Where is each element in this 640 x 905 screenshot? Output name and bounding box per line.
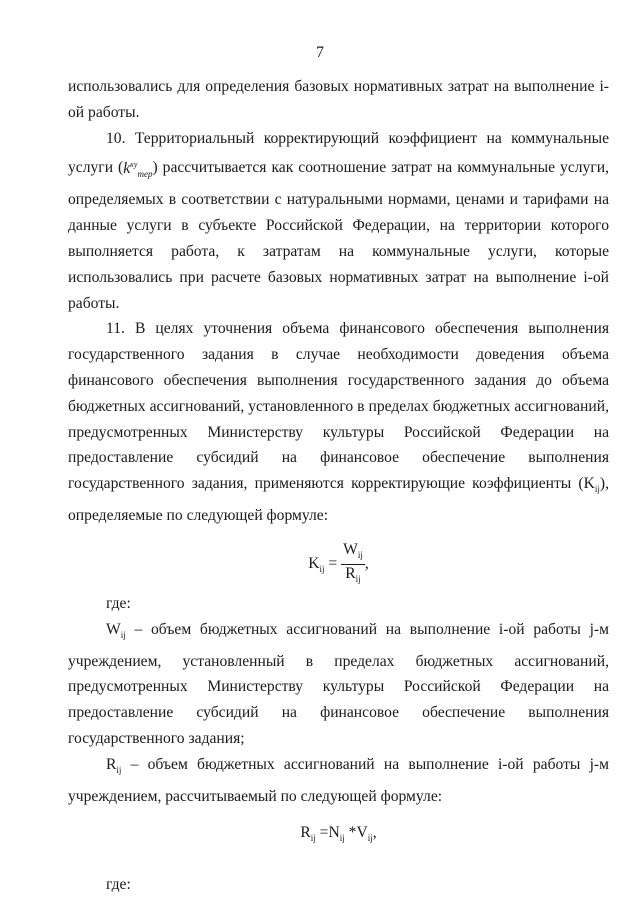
- where-label-2: где:: [106, 875, 131, 893]
- paragraph-11-text-end: ), определяемые по следующей формуле:: [68, 475, 609, 525]
- where-label-1: где:: [106, 594, 131, 612]
- paragraph-10: [68, 126, 609, 317]
- definition-wij: [68, 617, 609, 752]
- coefficient-letter: k: [123, 159, 131, 177]
- paragraph-11: [68, 316, 609, 528]
- paragraph-10-text-start: 10. Территориальный корректирующий коэффициент на коммунальные услуги (: [68, 129, 609, 177]
- formula-kij: [68, 529, 609, 587]
- formula-fraction: [341, 541, 365, 588]
- wij-symbol: W: [106, 620, 121, 638]
- rij-symbol: R: [106, 755, 117, 773]
- wij-definition-text: – объем бюджетных ассигнований на выполнение i-ой работы j-м учреждением, установленный в пределах бюджетных ассигнований, предусмотренных Министерству культуры Российской Федерации на предоставление субсидий на финансовое обеспечение выполнения государственного задания;: [68, 620, 609, 748]
- formula-lhs: $K_{ij}$: [308, 555, 325, 575]
- wij-subscript: ij: [120, 629, 126, 640]
- page-number: 7: [316, 44, 324, 61]
- fraction-denominator: $R_{ij}$: [345, 565, 361, 585]
- paragraph-10-text-end: ) рассчитывается как соотношение затрат на коммунальные услуги, определяемых в соответствии с натуральными нормами, ценами и тарифами на данные услуги в субъекте Российской Федерации, на территории которого выполняется работа, к затратам на коммунальные услуги, которые использовались при расчете базовых нормативных затрат на выполнение i-ой работы.: [68, 159, 609, 312]
- rij-definition-text: – объем бюджетных ассигнований на выполнение i-ой работы j-м учреждением, рассчитываемый по следующей формуле:: [68, 755, 609, 805]
- coefficient-subscript: тер: [137, 168, 153, 179]
- page-body: [68, 74, 609, 897]
- paragraph-11-text-start: 11. В целях уточнения объема финансового обеспечения выполнения государственного задания в случае необходимости доведения объема финансового обеспечения выполнения государственного задания до объема бюджетных ассигнований, установленного в пределах бюджетных ассигнований, предусмотренных Министерству культуры Российской Федерации на предоставление субсидий на финансовое обеспечение выполнения государственного задания, применяются корректирующие коэффициенты (K: [68, 320, 609, 493]
- coefficient-symbol: [123, 160, 152, 177]
- kij-subscript: ij: [594, 484, 600, 495]
- fraction-numerator: $W_{ij}$: [341, 541, 365, 565]
- definition-rij: [68, 752, 609, 810]
- paragraph-continuation: использовались для определения базовых нормативных затрат на выполнение i-ой работы.: [68, 78, 609, 121]
- formula-equals: =: [324, 555, 342, 573]
- coefficient-superscript: ку: [130, 159, 138, 169]
- formula-comma: ,: [364, 555, 369, 573]
- rij-subscript: ij: [116, 764, 122, 775]
- formula-rij: $R_{ij} =N_{ij}$ $*V_{ij}$,: [300, 823, 377, 843]
